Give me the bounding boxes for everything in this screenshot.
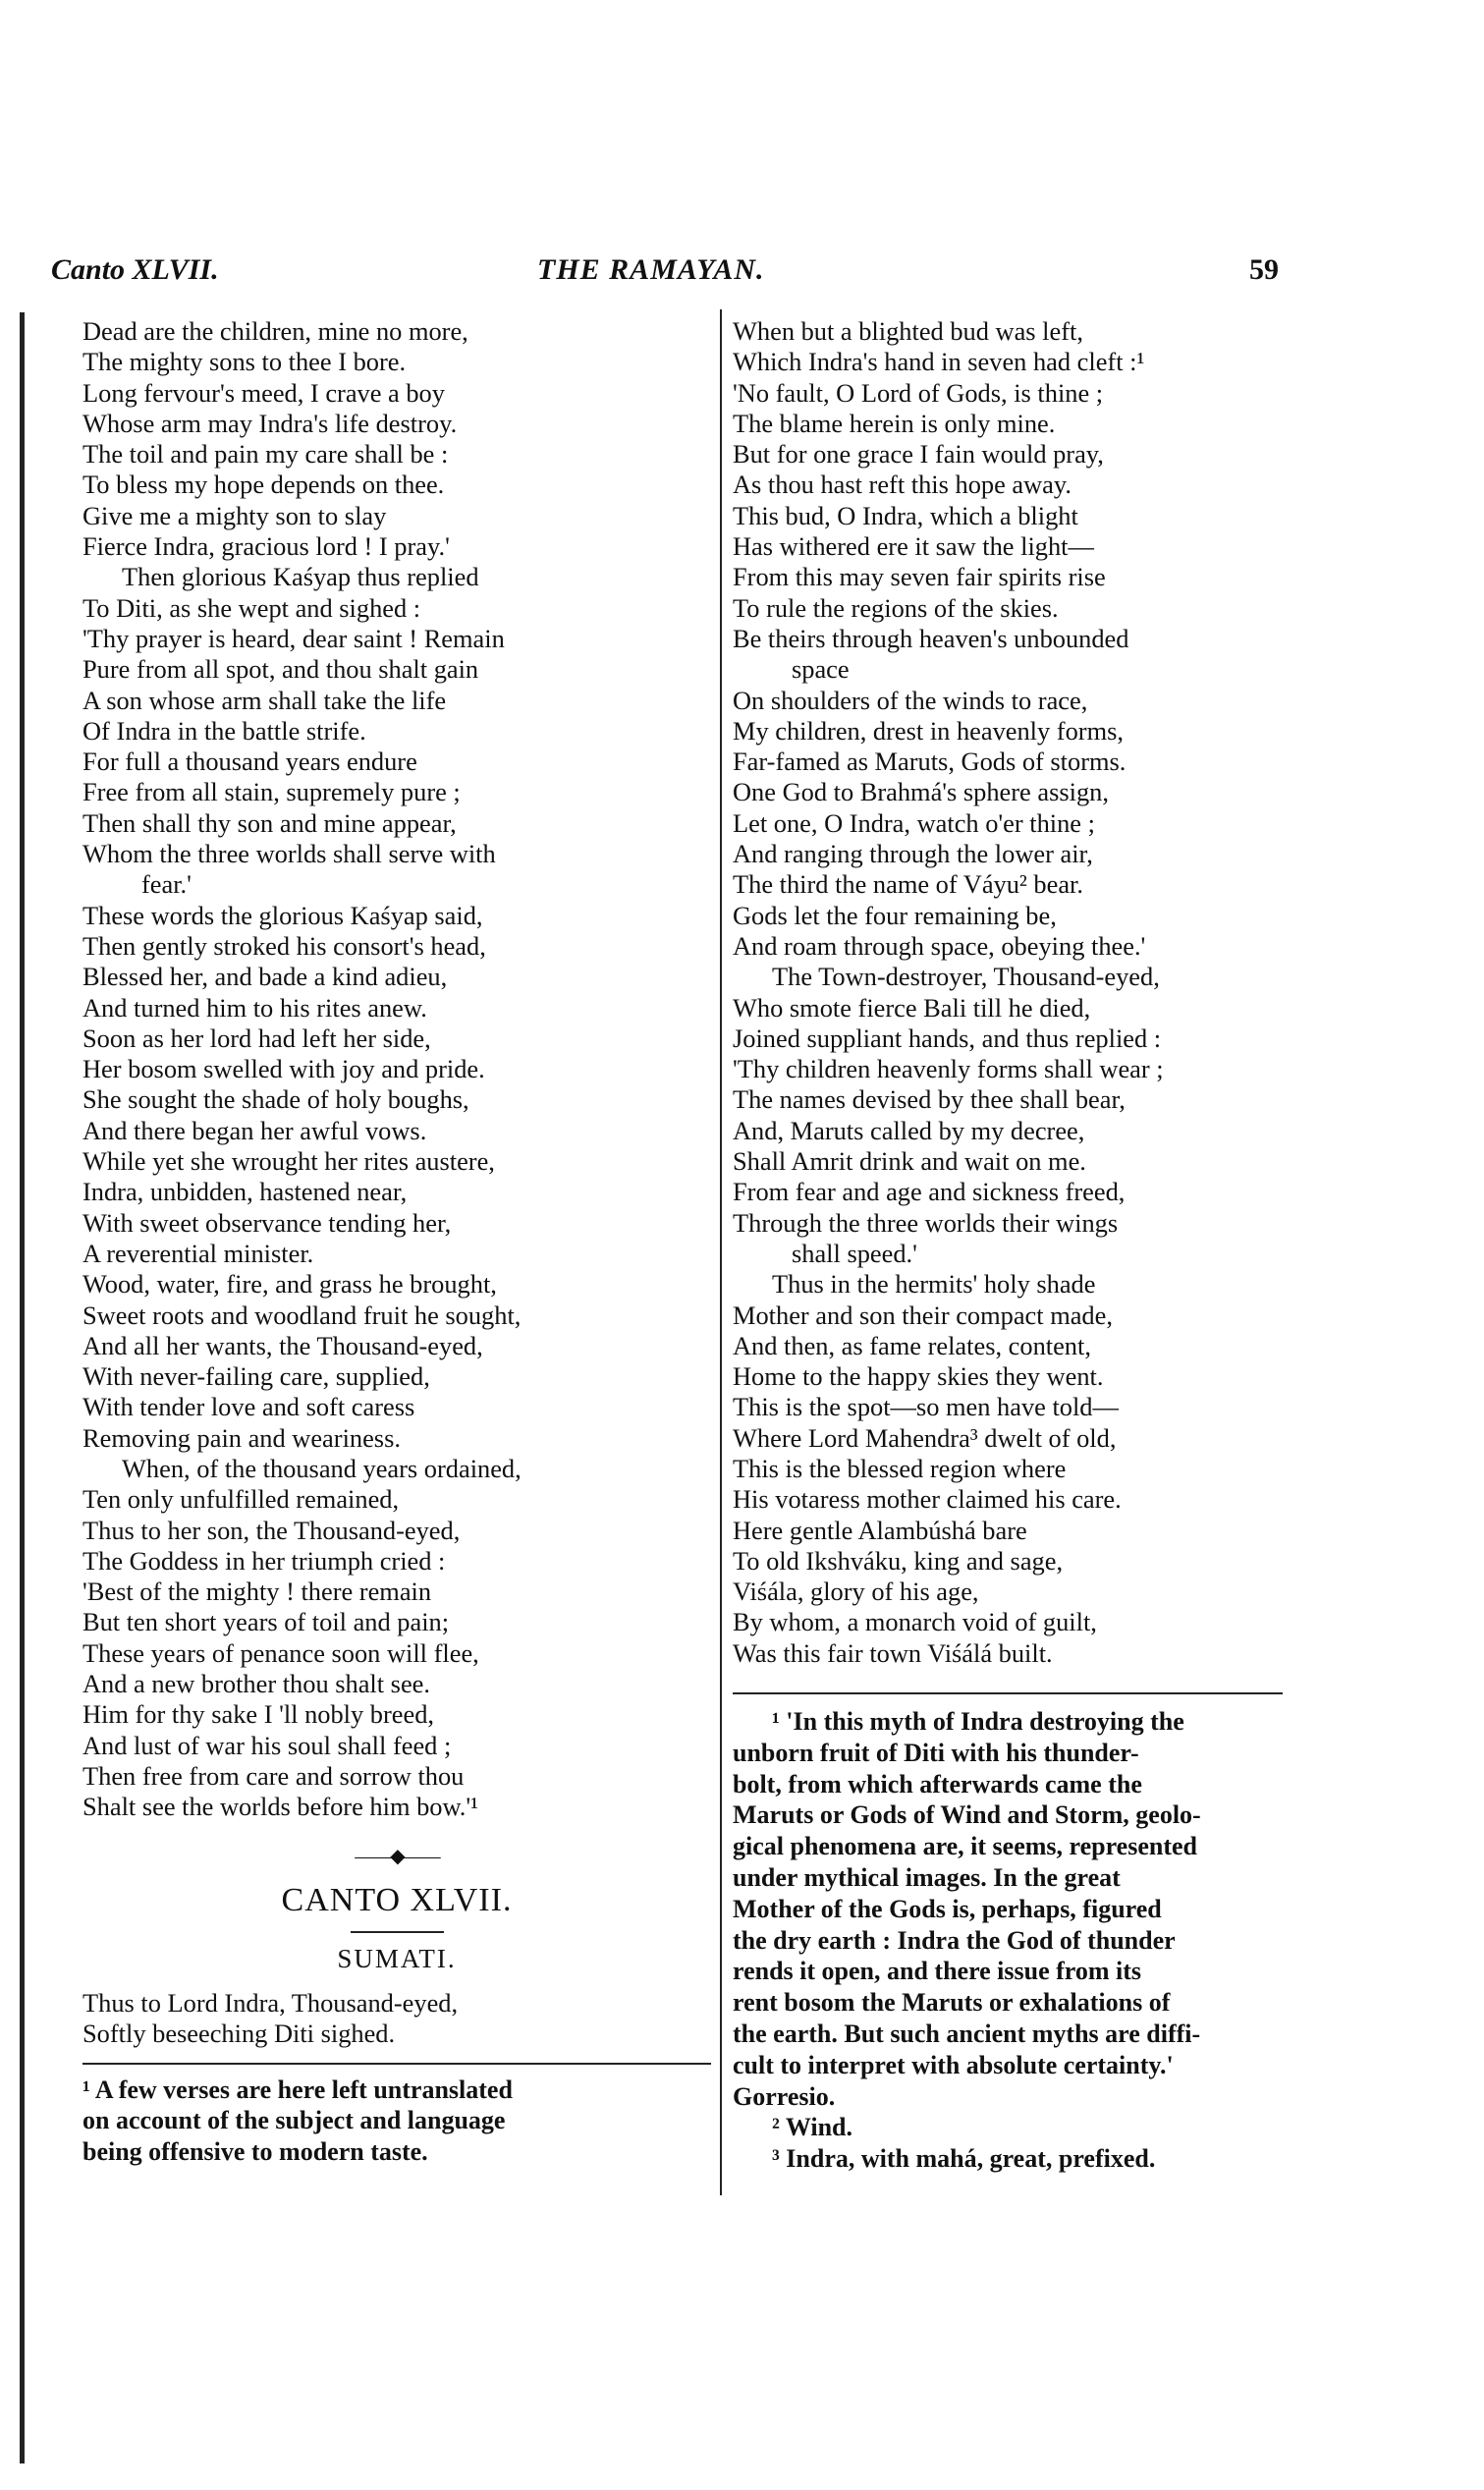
verse-line: Home to the happy skies they went. <box>733 1361 1104 1392</box>
verse-line: Then shall thy son and mine appear, <box>82 807 457 838</box>
header-canto-ref: Canto XLVII. <box>51 253 219 286</box>
canto-title: CANTO XLVII. <box>281 1881 513 1918</box>
verse-line: shall speed.' <box>792 1238 917 1268</box>
verse-line: This is the spot—so men have told— <box>733 1392 1119 1422</box>
verse-line: 'Thy children heavenly forms shall wear ; <box>733 1054 1164 1084</box>
verse-line: Sweet roots and woodland fruit he sought, <box>82 1300 522 1330</box>
verse-line: To rule the regions of the skies. <box>733 592 1059 623</box>
verse-line: Thus to Lord Indra, Thousand-eyed, <box>82 1987 459 2018</box>
canto-opening-lines <box>82 1988 711 2050</box>
verse-line: The names devised by thee shall bear, <box>733 1084 1126 1115</box>
verse-line: Then glorious Kaśyap thus replied <box>122 562 479 592</box>
verse-line: Indra, unbidden, hastened near, <box>82 1177 408 1207</box>
verse-line: Pure from all spot, and thou shalt gain <box>82 654 479 685</box>
footnote-rule <box>82 2063 711 2065</box>
footnote-line: cult to interpret with absolute certainty.' <box>733 2050 1174 2079</box>
verse-line: These words the glorious Kaśyap said, <box>82 900 483 930</box>
verse-line: 'No fault, O Lord of Gods, is thine ; <box>733 377 1104 408</box>
verse-line: Here gentle Alambúshá bare <box>733 1515 1027 1545</box>
column-divider <box>720 309 722 2195</box>
verse-line: 'Best of the mighty ! there remain <box>82 1577 432 1607</box>
verse-line: Ten only unfulfilled remained, <box>82 1484 400 1515</box>
verse-line: And roam through space, obeying thee.' <box>733 930 1146 961</box>
verse-line: But for one grace I fain would pray, <box>733 439 1104 470</box>
verse-line: One God to Brahmá's sphere assign, <box>733 777 1109 807</box>
verse-line: And ranging through the lower air, <box>733 839 1093 869</box>
verse-line: Gods let the four remaining be, <box>733 900 1057 930</box>
verse-line: Softly beseeching Diti sighed. <box>82 2018 396 2048</box>
verse-line: Fierce Indra, gracious lord ! I pray.' <box>82 531 450 562</box>
verse-line: And a new brother thou shalt see. <box>82 1669 430 1699</box>
verse-line: Give me a mighty son to slay <box>82 500 387 530</box>
left-column <box>82 316 711 2167</box>
right-column <box>733 316 1283 2175</box>
verse-line: While yet she wrought her rites austere, <box>82 1146 495 1177</box>
title-rule <box>351 1931 444 1933</box>
canto-subtitle: SUMATI. <box>337 1943 457 1973</box>
verse-line: The mighty sons to thee I bore. <box>82 347 407 377</box>
verse-line: With sweet observance tending her, <box>82 1207 452 1238</box>
verse-line: Has withered ere it saw the light— <box>733 531 1094 562</box>
footnote-line: ¹ A few verses are here left untranslated <box>82 2075 513 2105</box>
canto-ornament: ——◆—— <box>355 1845 439 1867</box>
verse-line: Viśála, glory of his age, <box>733 1577 979 1607</box>
verse-line: By whom, a monarch void of guilt, <box>733 1607 1097 1637</box>
verse-line: Thus in the hermits' holy shade <box>772 1269 1096 1300</box>
verse-line: A son whose arm shall take the life <box>82 685 447 715</box>
verse-line: space <box>792 654 850 685</box>
verse-line: Which Indra's hand in seven had cleft :¹ <box>733 347 1145 377</box>
footnote-line: unborn fruit of Diti with his thunder- <box>733 1738 1139 1767</box>
verse-line: As thou hast reft this hope away. <box>733 470 1072 500</box>
footnote-line: Gorresio. <box>733 2081 836 2111</box>
verse-line: And, Maruts called by my decree, <box>733 1115 1085 1145</box>
verse-line: Then gently stroked his consort's head, <box>82 930 486 961</box>
verse-line: To old Ikshváku, king and sage, <box>733 1545 1064 1576</box>
verse-line: Of Indra in the battle strife. <box>82 715 366 746</box>
verse-line: Long fervour's meed, I crave a boy <box>82 377 445 408</box>
verse-line: And all her wants, the Thousand-eyed, <box>82 1330 483 1360</box>
verse-line: Who smote fierce Bali till he died, <box>733 992 1091 1023</box>
verse-line: His votaress mother claimed his care. <box>733 1484 1122 1515</box>
verse-line: The Town-destroyer, Thousand-eyed, <box>772 962 1160 992</box>
verse-line: Him for thy sake I 'll nobly breed, <box>82 1699 435 1730</box>
left-verse-block <box>82 316 711 1823</box>
verse-line: Shall Amrit drink and wait on me. <box>733 1146 1086 1177</box>
footnote-line: the earth. But such ancient myths are diffi- <box>733 2020 1201 2049</box>
verse-line: Joined suppliant hands, and thus replied : <box>733 1023 1162 1053</box>
footnote-line: being offensive to modern taste. <box>82 2136 428 2166</box>
verse-line: A reverential minister. <box>82 1238 314 1268</box>
verse-line: Through the three worlds their wings <box>733 1207 1119 1238</box>
verse-line: Mother and son their compact made, <box>733 1300 1113 1330</box>
verse-line: Be theirs through heaven's unbounded <box>733 623 1129 653</box>
verse-line: To Diti, as she wept and sighed : <box>82 592 421 623</box>
verse-line: These years of penance soon will flee, <box>82 1637 479 1668</box>
verse-line: Free from all stain, supremely pure ; <box>82 777 461 807</box>
verse-line: And lust of war his soul shall feed ; <box>82 1730 452 1760</box>
footnote-line: rends it open, and there issue from its <box>733 1957 1142 1986</box>
footnote-line: Maruts or Gods of Wind and Storm, geolo- <box>733 1800 1201 1830</box>
verse-line: Wood, water, fire, and grass he brought, <box>82 1269 497 1300</box>
verse-line: And there began her awful vows. <box>82 1115 427 1145</box>
verse-line: Where Lord Mahendra³ dwelt of old, <box>733 1422 1117 1453</box>
verse-line: With tender love and soft caress <box>82 1392 415 1422</box>
verse-line: Removing pain and weariness. <box>82 1422 401 1453</box>
verse-line: To bless my hope depends on thee. <box>82 470 445 500</box>
verse-line: fear.' <box>141 869 192 900</box>
verse-line: And then, as fame relates, content, <box>733 1330 1091 1360</box>
verse-line: Whose arm may Indra's life destroy. <box>82 408 458 438</box>
verse-line: Whom the three worlds shall serve with <box>82 839 496 869</box>
footnote-line: bolt, from which afterwards came the <box>733 1769 1142 1798</box>
verse-line: When but a blighted bud was left, <box>733 316 1083 346</box>
verse-line: On shoulders of the winds to race, <box>733 685 1088 715</box>
footnote-line: rent bosom the Maruts or exhalations of <box>733 1988 1171 2018</box>
verse-line: Blessed her, and bade a kind adieu, <box>82 962 448 992</box>
footnote-line: under mythical images. In the great <box>733 1863 1121 1893</box>
footnote-line: gical phenomena are, it seems, represented <box>733 1832 1197 1861</box>
verse-line: Was this fair town Viśálá built. <box>733 1637 1053 1668</box>
verse-line: She sought the shade of holy boughs, <box>82 1084 469 1115</box>
footnote-line: ¹ 'In this myth of Indra destroying the <box>772 1707 1184 1737</box>
verse-line: With never-failing care, supplied, <box>82 1361 430 1392</box>
verse-line: Soon as her lord had left her side, <box>82 1023 431 1053</box>
right-footnotes <box>733 1706 1283 2175</box>
verse-line: Then free from care and sorrow thou <box>82 1760 465 1791</box>
right-verse-block <box>733 316 1283 1669</box>
verse-line: My children, drest in heavenly forms, <box>733 715 1124 746</box>
verse-line: Dead are the children, mine no more, <box>82 316 468 346</box>
verse-line: The third the name of Váyu² bear. <box>733 869 1083 900</box>
footnote-line: on account of the subject and language <box>82 2106 506 2135</box>
verse-line: Shalt see the worlds before him bow.'¹ <box>82 1792 479 1822</box>
footnote-rule <box>733 1692 1283 1694</box>
footnote-line: ³ Indra, with mahá, great, prefixed. <box>772 2144 1156 2174</box>
verse-line: For full a thousand years endure <box>82 747 417 777</box>
verse-line: Thus to her son, the Thousand-eyed, <box>82 1515 461 1545</box>
page-edge-shadow <box>20 312 25 2463</box>
verse-line: Her bosom swelled with joy and pride. <box>82 1054 485 1084</box>
footnote-line: ² Wind. <box>772 2113 852 2142</box>
running-header <box>51 253 1279 293</box>
verse-line: This is the blessed region where <box>733 1453 1067 1483</box>
verse-line: And turned him to his rites anew. <box>82 992 427 1023</box>
verse-line: 'Thy prayer is heard, dear saint ! Remain <box>82 623 505 653</box>
verse-line: The toil and pain my care shall be : <box>82 439 449 470</box>
footnote-line: Mother of the Gods is, perhaps, figured <box>733 1894 1162 1923</box>
left-footnote <box>82 2075 711 2167</box>
verse-line: But ten short years of toil and pain; <box>82 1607 450 1637</box>
verse-line: When, of the thousand years ordained, <box>122 1453 522 1483</box>
verse-line: Let one, O Indra, watch o'er thine ; <box>733 807 1095 838</box>
header-book-title: THE RAMAYAN. <box>537 253 765 286</box>
verse-line: The Goddess in her triumph cried : <box>82 1545 446 1576</box>
page-number: 59 <box>1249 253 1279 286</box>
footnote-line: the dry earth : Indra the God of thunder <box>733 1925 1176 1955</box>
verse-line: From fear and age and sickness freed, <box>733 1177 1126 1207</box>
verse-line: Far-famed as Maruts, Gods of storms. <box>733 747 1127 777</box>
verse-line: This bud, O Indra, which a blight <box>733 500 1078 530</box>
verse-line: From this may seven fair spirits rise <box>733 562 1106 592</box>
verse-line: The blame herein is only mine. <box>733 408 1056 438</box>
